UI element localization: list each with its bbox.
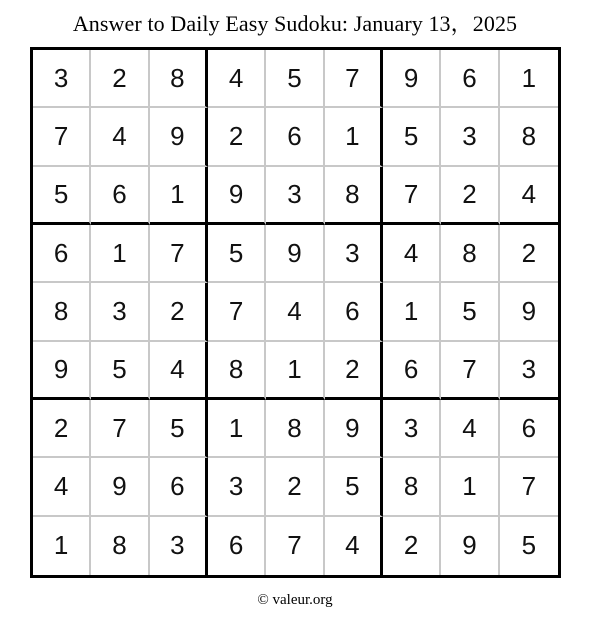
sudoku-cell-r5-c2: 3 xyxy=(91,283,149,341)
sudoku-cell-r1-c1: 3 xyxy=(33,50,91,108)
sudoku-cell-r2-c8: 3 xyxy=(441,108,499,166)
sudoku-cell-r9-c3: 3 xyxy=(150,517,208,575)
sudoku-cell-r6-c9: 3 xyxy=(500,342,558,400)
sudoku-cell-r3-c5: 3 xyxy=(266,167,324,225)
sudoku-cell-r4-c4: 5 xyxy=(208,225,266,283)
sudoku-cell-r7-c3: 5 xyxy=(150,400,208,458)
sudoku-cell-r3-c4: 9 xyxy=(208,167,266,225)
sudoku-cell-r8-c1: 4 xyxy=(33,458,91,516)
sudoku-cell-r1-c5: 5 xyxy=(266,50,324,108)
sudoku-cell-r1-c2: 2 xyxy=(91,50,149,108)
sudoku-cell-r2-c4: 2 xyxy=(208,108,266,166)
sudoku-cell-r8-c7: 8 xyxy=(383,458,441,516)
sudoku-cell-r9-c6: 4 xyxy=(325,517,383,575)
sudoku-cell-r9-c4: 6 xyxy=(208,517,266,575)
sudoku-cell-r8-c3: 6 xyxy=(150,458,208,516)
sudoku-cell-r7-c1: 2 xyxy=(33,400,91,458)
sudoku-cell-r6-c8: 7 xyxy=(441,342,499,400)
sudoku-cell-r8-c2: 9 xyxy=(91,458,149,516)
sudoku-cell-r9-c5: 7 xyxy=(266,517,324,575)
sudoku-cell-r4-c6: 3 xyxy=(325,225,383,283)
sudoku-cell-r5-c8: 5 xyxy=(441,283,499,341)
sudoku-cell-r3-c9: 4 xyxy=(500,167,558,225)
sudoku-cell-r4-c2: 1 xyxy=(91,225,149,283)
sudoku-cell-r7-c4: 1 xyxy=(208,400,266,458)
sudoku-cell-r3-c3: 1 xyxy=(150,167,208,225)
page-title: Answer to Daily Easy Sudoku: January 13，2025 xyxy=(72,11,518,36)
sudoku-cell-r7-c9: 6 xyxy=(500,400,558,458)
sudoku-cell-r2-c2: 4 xyxy=(91,108,149,166)
sudoku-cell-r2-c6: 1 xyxy=(325,108,383,166)
sudoku-cell-r4-c7: 4 xyxy=(383,225,441,283)
sudoku-cell-r6-c4: 8 xyxy=(208,342,266,400)
sudoku-cell-r5-c6: 6 xyxy=(325,283,383,341)
sudoku-cell-r4-c1: 6 xyxy=(33,225,91,283)
sudoku-cell-r6-c5: 1 xyxy=(266,342,324,400)
sudoku-cell-r1-c9: 1 xyxy=(500,50,558,108)
sudoku-cell-r4-c8: 8 xyxy=(441,225,499,283)
sudoku-cell-r9-c1: 1 xyxy=(33,517,91,575)
sudoku-cell-r7-c8: 4 xyxy=(441,400,499,458)
sudoku-cell-r3-c1: 5 xyxy=(33,167,91,225)
sudoku-cell-r5-c5: 4 xyxy=(266,283,324,341)
sudoku-cell-r4-c9: 2 xyxy=(500,225,558,283)
copyright-footer: © valeur.org xyxy=(257,592,333,608)
sudoku-cell-r7-c5: 8 xyxy=(266,400,324,458)
sudoku-cell-r5-c3: 2 xyxy=(150,283,208,341)
sudoku-cell-r9-c9: 5 xyxy=(521,530,537,561)
sudoku-cell-r3-c8: 2 xyxy=(441,167,499,225)
sudoku-cell-r8-c8: 1 xyxy=(441,458,499,516)
sudoku-cell-r6-c3: 4 xyxy=(150,342,208,400)
sudoku-cell-r8-c6: 5 xyxy=(325,458,383,516)
sudoku-cell-r5-c1: 8 xyxy=(33,283,91,341)
sudoku-cell-r6-c6: 2 xyxy=(325,342,383,400)
sudoku-cell-r9-c2: 8 xyxy=(91,517,149,575)
sudoku-cell-r9-c7: 2 xyxy=(383,517,441,575)
sudoku-cell-r1-c4: 4 xyxy=(208,50,266,108)
sudoku-cell-r1-c8: 6 xyxy=(441,50,499,108)
sudoku-cell-r9-c8: 9 xyxy=(441,517,499,575)
sudoku-cell-r2-c1: 7 xyxy=(33,108,91,166)
sudoku-cell-r2-c9: 8 xyxy=(500,108,558,166)
sudoku-cell-r8-c4: 3 xyxy=(208,458,266,516)
sudoku-cell-r6-c2: 5 xyxy=(91,342,149,400)
sudoku-cell-r7-c6: 9 xyxy=(325,400,383,458)
sudoku-cell-r5-c4: 7 xyxy=(208,283,266,341)
sudoku-board xyxy=(30,47,561,578)
sudoku-cell-r3-c6: 8 xyxy=(325,167,383,225)
sudoku-cell-r1-c3: 8 xyxy=(150,50,208,108)
sudoku-cell-r7-c7: 3 xyxy=(383,400,441,458)
sudoku-cell-r6-c1: 9 xyxy=(33,342,91,400)
sudoku-cell-r5-c9: 9 xyxy=(500,283,558,341)
sudoku-cell-r3-c2: 6 xyxy=(91,167,149,225)
sudoku-cell-r2-c7: 5 xyxy=(383,108,441,166)
sudoku-cell-r8-c5: 2 xyxy=(266,458,324,516)
sudoku-cell-r6-c7: 6 xyxy=(383,342,441,400)
sudoku-cell-r1-c6: 7 xyxy=(325,50,383,108)
sudoku-cell-r5-c7: 1 xyxy=(383,283,441,341)
sudoku-cell-r2-c3: 9 xyxy=(150,108,208,166)
sudoku-cell-r4-c5: 9 xyxy=(266,225,324,283)
sudoku-cell-r3-c7: 7 xyxy=(383,167,441,225)
sudoku-cell-r1-c7: 9 xyxy=(383,50,441,108)
sudoku-cell-r2-c5: 6 xyxy=(266,108,324,166)
sudoku-cell-r4-c3: 7 xyxy=(150,225,208,283)
sudoku-cell-r8-c9: 7 xyxy=(500,458,558,516)
sudoku-cell-r7-c2: 7 xyxy=(91,400,149,458)
